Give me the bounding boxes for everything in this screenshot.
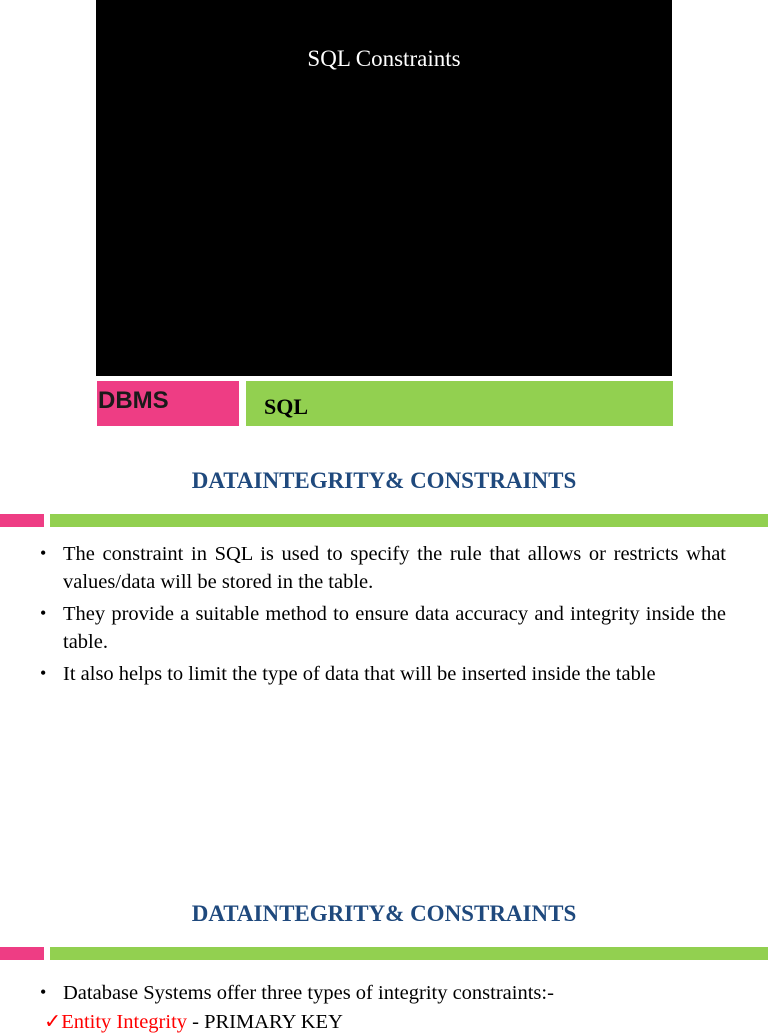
slide-title: SQL Constraints [307,46,461,71]
slide3-divider-green [50,947,768,960]
bullet-icon: • [40,663,47,683]
dbms-tag-label: DBMS [98,387,169,414]
sql-tag-label: SQL [264,394,309,419]
bullet-text: They provide a suitable method to ensure data accuracy and integrity inside the table. [63,603,726,653]
title-slide [96,0,672,376]
dbms-tag-block [97,381,239,426]
list-item [40,979,726,1007]
bullet-text: Database Systems offer three types of integrity constraints:- [63,982,554,1004]
list-item [40,660,726,688]
primary-key-text: - PRIMARY KEY [192,1011,343,1033]
slide3-heading: DATAINTEGRITY& CONSTRAINTS [191,901,577,926]
entity-integrity-label: Entity Integrity [61,1011,188,1033]
bullet-icon: • [40,543,47,563]
slide2-heading: DATAINTEGRITY& CONSTRAINTS [191,468,577,493]
checkmark-icon: ✓ [44,1011,62,1033]
bullet-text: The constraint in SQL is used to specify the rule that allows or restricts what values/data will be stored in the table. [63,543,726,593]
slide3-divider-pink [0,947,44,960]
list-item [40,600,726,656]
slide2-bullet-list [40,540,726,692]
bullet-icon: • [40,603,47,623]
slide3-bullet-list [40,979,726,1011]
sql-tag-block [246,381,673,426]
bullet-icon: • [40,982,47,1002]
list-item [40,540,726,596]
slide2-divider-pink [0,514,44,527]
check-list-item [44,1008,343,1036]
bullet-text: It also helps to limit the type of data that will be inserted inside the table [63,663,656,685]
slide2-divider-green [50,514,768,527]
